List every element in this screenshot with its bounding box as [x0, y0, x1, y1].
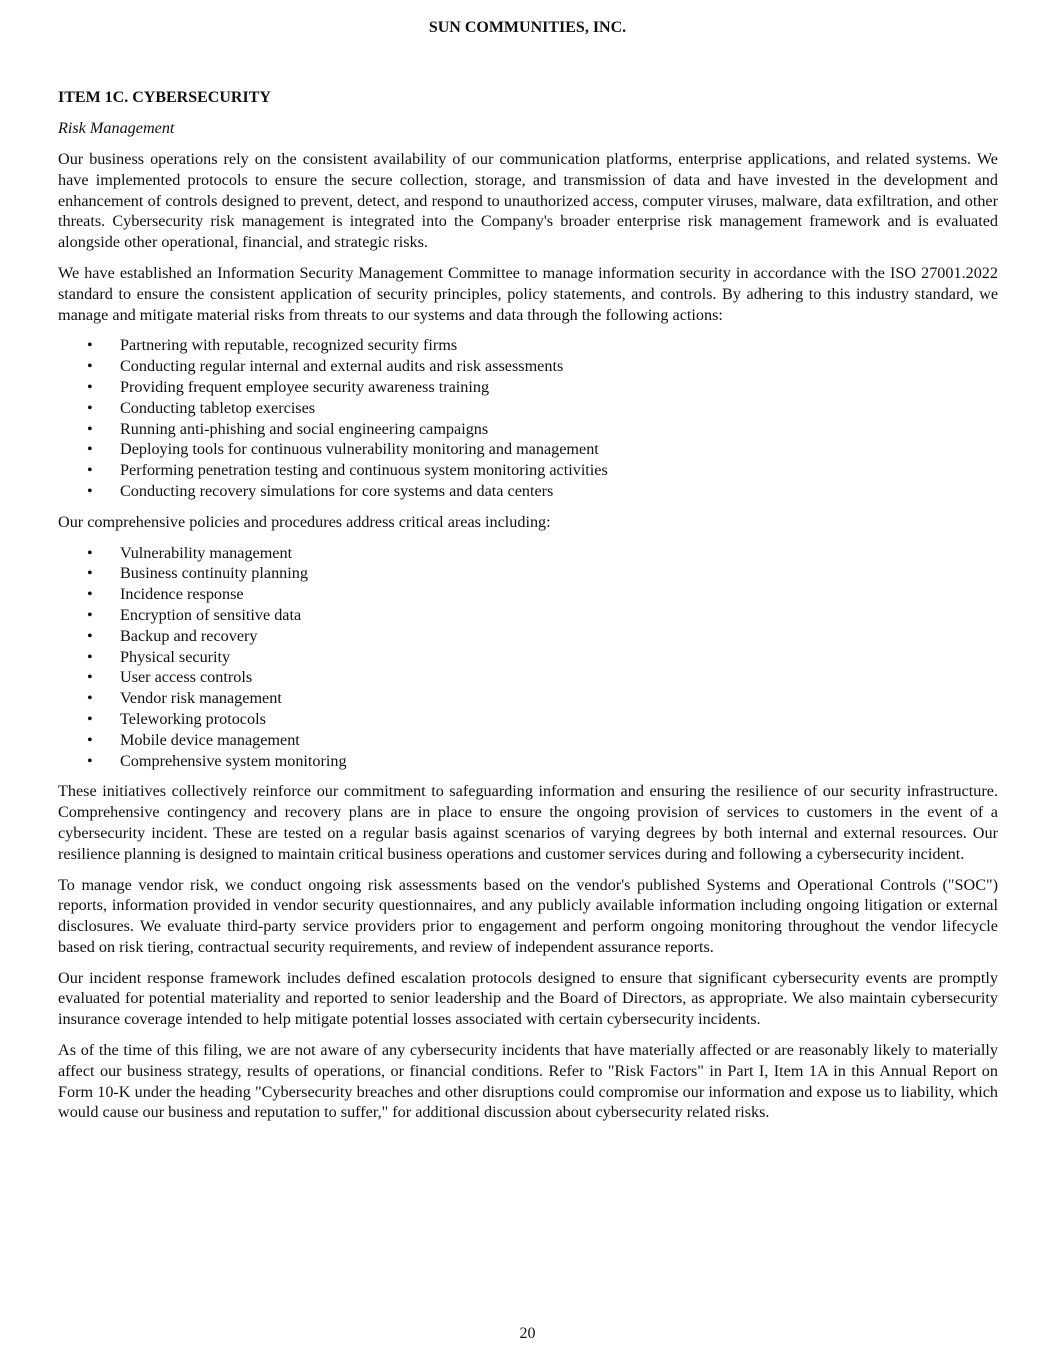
list-item-text: Providing frequent employee security awareness training	[120, 377, 490, 396]
list-item	[58, 563, 998, 584]
list-item	[58, 605, 998, 626]
list-item	[58, 667, 998, 688]
list-item	[58, 584, 998, 605]
paragraph-vendor-risk: To manage vendor risk, we conduct ongoing risk assessments based on the vendor's published Systems and Operational Controls ("SOC") reports, information provided in vendor security questionnaires, and any publicly available information including ongoing litigation or external disclosures. We evaluate third-party service providers prior to engagement and perform ongoing monitoring throughout the vendor lifecycle based on risk tiering, contractual security requirements, and review of independent assurance reports.	[58, 875, 998, 956]
list-item-text: Performing penetration testing and continuous system monitoring activities	[120, 461, 608, 480]
list-item	[58, 730, 998, 751]
list-item	[58, 377, 998, 398]
list-item-text: Vulnerability management	[120, 543, 293, 562]
document-body	[58, 87, 998, 1133]
paragraph-iso-committee: We have established an Information Security Management Committee to manage information security in accordance with the ISO 27001.2022 standard to ensure the consistent application of security principles, policy statements, and controls. By adhering to this industry standard, we manage and mitigate material risks from threats to our systems and data through the following actions:	[58, 263, 998, 324]
list-item-text: Mobile device management	[120, 730, 300, 749]
policy-areas-list	[58, 543, 998, 772]
list-item-text: Conducting regular internal and external audits and risk assessments	[120, 357, 564, 376]
paragraph-operations: Our business operations rely on the consistent availability of our communication platforms, enterprise applications, and related systems. We have implemented protocols to ensure the secure collection, storage, and transmission of data and have invested in the development and enhancement of controls designed to prevent, detect, and respond to unauthorized access, computer viruses, malware, data exfiltration, and other threats. Cybersecurity risk management is integrated into the Company's broader enterprise risk management framework and is evaluated alongside other operational, financial, and strategic risks.	[58, 150, 998, 252]
list-item	[58, 543, 998, 564]
bullet-icon: •	[87, 398, 93, 417]
bullet-icon: •	[87, 605, 93, 624]
list-item-text: Deploying tools for continuous vulnerability monitoring and management	[120, 440, 599, 459]
list-item	[58, 751, 998, 772]
list-item-text: Business continuity planning	[120, 564, 308, 583]
bullet-icon: •	[87, 419, 93, 438]
bullet-icon: •	[87, 357, 93, 376]
list-item	[58, 356, 998, 377]
list-item-text: Physical security	[120, 647, 231, 666]
list-item	[58, 709, 998, 730]
section-heading: ITEM 1C. CYBERSECURITY	[58, 89, 271, 106]
bullet-icon: •	[87, 461, 93, 480]
paragraph-policies-intro: Our comprehensive policies and procedures address critical areas including:	[58, 512, 551, 531]
list-item-text: Encryption of sensitive data	[120, 605, 302, 624]
list-item-text: Running anti-phishing and social engineering campaigns	[120, 419, 489, 438]
section-subheading: Risk Management	[58, 119, 175, 137]
list-item-text: Incidence response	[120, 585, 244, 604]
list-item	[58, 688, 998, 709]
paragraph-incident-response: Our incident response framework includes defined escalation protocols designed to ensure that significant cybersecurity events are promptly evaluated for potential materiality and reported to senior leadership and the Board of Directors, as appropriate. We also maintain cybersecurity insurance coverage intended to help mitigate potential losses associated with certain cybersecurity incidents.	[58, 968, 998, 1029]
list-item	[58, 481, 998, 502]
list-item-text: Teleworking protocols	[120, 709, 266, 728]
list-item	[58, 460, 998, 481]
list-item-text: Partnering with reputable, recognized security firms	[120, 336, 458, 355]
bullet-icon: •	[87, 709, 93, 728]
list-item	[58, 335, 998, 356]
paragraph-resilience: These initiatives collectively reinforce our commitment to safeguarding information and ensuring the resilience of our security infrastructure. Comprehensive contingency and recovery plans are in place to ensure the ongoing provision of services to customers in the event of a cybersecurity incident. These are tested on a regular basis against scenarios of varying degrees by both internal and external resources. Our resilience planning is designed to maintain critical business operations and customer services during and following a cybersecurity incident.	[58, 782, 998, 863]
list-item	[58, 626, 998, 647]
list-item-text: Comprehensive system monitoring	[120, 751, 347, 770]
list-item-text: Vendor risk management	[120, 689, 282, 708]
paragraph-no-incidents: As of the time of this filing, we are not aware of any cybersecurity incidents that have materially affected or are reasonably likely to materially affect our business strategy, results of operations, or financial conditions. Refer to "Risk Factors" in Part I, Item 1A in this Annual Report on Form 10-K under the heading "Cybersecurity breaches and other disruptions could compromise our information and expose us to liability, which would cause our business and reputation to suffer," for additional discussion about cybersecurity related risks.	[58, 1041, 998, 1122]
bullet-icon: •	[87, 336, 93, 355]
actions-list	[58, 335, 998, 501]
list-item-text: Conducting recovery simulations for core systems and data centers	[120, 481, 554, 500]
list-item-text: User access controls	[120, 668, 253, 687]
list-item	[58, 647, 998, 668]
bullet-icon: •	[87, 647, 93, 666]
list-item	[58, 398, 998, 419]
bullet-icon: •	[87, 730, 93, 749]
bullet-icon: •	[87, 668, 93, 687]
bullet-icon: •	[87, 626, 93, 645]
bullet-icon: •	[87, 543, 93, 562]
page-number: 20	[519, 1325, 536, 1342]
list-item-text: Backup and recovery	[120, 626, 258, 645]
bullet-icon: •	[87, 481, 93, 500]
list-item-text: Conducting tabletop exercises	[120, 398, 316, 417]
bullet-icon: •	[87, 585, 93, 604]
bullet-icon: •	[87, 440, 93, 459]
bullet-icon: •	[87, 377, 93, 396]
list-item	[58, 419, 998, 440]
bullet-icon: •	[87, 689, 93, 708]
list-item	[58, 439, 998, 460]
bullet-icon: •	[87, 564, 93, 583]
bullet-icon: •	[87, 751, 93, 770]
company-header: SUN COMMUNITIES, INC.	[428, 19, 627, 36]
